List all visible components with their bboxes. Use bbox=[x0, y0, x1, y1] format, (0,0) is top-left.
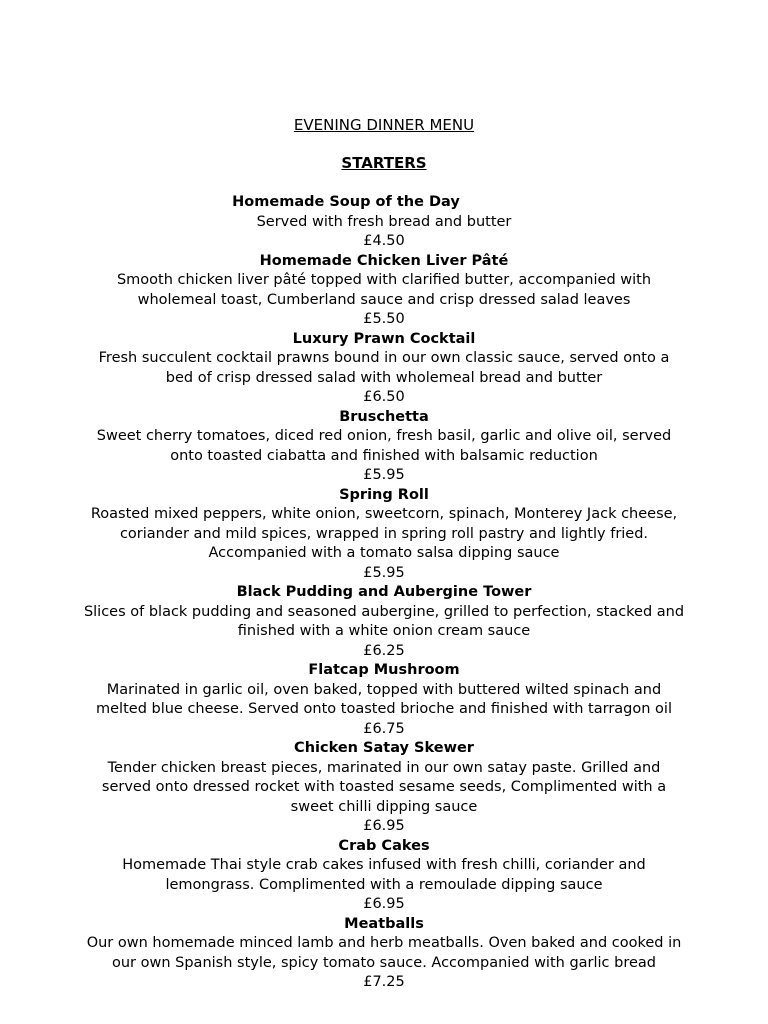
menu-item-description: Roasted mixed peppers, white onion, sweetcorn, spinach, Monterey Jack cheese, coriander and mild spices, wrapped in spring roll pastry and lightly fried. Accompanied with a tomato salsa dipping sauce bbox=[90, 506, 678, 561]
menu-item-price: £5.95 bbox=[363, 467, 405, 483]
menu-item-description: Homemade Thai style crab cakes infused with fresh chilli, coriander and lemongrass. Complimented with a remoulade dipping sauce bbox=[122, 857, 646, 893]
menu-item bbox=[70, 583, 698, 661]
menu-item-price: £5.50 bbox=[363, 311, 405, 327]
menu-item-price: £4.50 bbox=[363, 233, 405, 249]
menu-item-name: Crab Cakes bbox=[338, 837, 430, 854]
menu-item-name: Chicken Satay Skewer bbox=[294, 740, 474, 756]
menu-item-description: Sweet cherry tomatoes, diced red onion, fresh basil, garlic and olive oil, served onto toasted ciabatta and finished with balsamic reduction bbox=[96, 428, 672, 464]
menu-item-description: Slices of black pudding and seasoned aubergine, grilled to perfection, stacked and finished with a white onion cream sauce bbox=[83, 603, 685, 639]
menu-title: EVENING DINNER MENU bbox=[293, 116, 475, 134]
menu-item-name: Spring Roll bbox=[339, 486, 429, 503]
menu-item-price: £6.95 bbox=[363, 896, 405, 912]
menu-item-price: £6.95 bbox=[363, 818, 405, 834]
menu-item-price: £6.50 bbox=[363, 389, 405, 405]
menu-item-description: Our own homemade minced lamb and herb meatballs. Oven baked and cooked in our own Spanish style, spicy tomato sauce. Accompanied with garlic bread bbox=[86, 935, 682, 971]
menu-item bbox=[70, 486, 698, 584]
menu-item-price: £5.95 bbox=[363, 564, 405, 581]
menu-item-description: Served with fresh bread and butter bbox=[256, 213, 512, 230]
menu-item-name: Homemade Chicken Liver Pâté bbox=[259, 252, 509, 269]
menu-item-name: Meatballs bbox=[344, 915, 424, 932]
menu-item-price: £7.25 bbox=[363, 974, 405, 990]
menu-item bbox=[70, 739, 698, 837]
menu-item bbox=[70, 837, 698, 915]
menu-item bbox=[70, 252, 698, 330]
menu-item-name: Homemade Soup of the Day bbox=[232, 194, 460, 210]
menu-item-name: Bruschetta bbox=[339, 408, 429, 425]
menu-item-description: Marinated in garlic oil, oven baked, topped with buttered wilted spinach and melted blue cheese. Served onto toasted brioche and finished with tarragon oil bbox=[96, 681, 672, 717]
menu-item-name: Black Pudding and Aubergine Tower bbox=[236, 584, 532, 600]
menu-item-description: Fresh succulent cocktail prawns bound in our own classic sauce, served onto a bed of crisp dressed salad with wholemeal bread and butter bbox=[98, 350, 670, 386]
menu-item bbox=[70, 330, 698, 408]
menu-item bbox=[70, 661, 698, 739]
menu-item bbox=[70, 915, 698, 993]
menu-item-price: £6.75 bbox=[363, 720, 405, 737]
menu-item bbox=[70, 193, 698, 252]
menu-item-price: £6.25 bbox=[363, 642, 405, 659]
section-title-starters: STARTERS bbox=[341, 154, 427, 172]
menu-item-list bbox=[70, 193, 698, 993]
menu-item-description: Tender chicken breast pieces, marinated in our own satay paste. Grilled and served onto dressed rocket with toasted sesame seeds, Complimented with a sweet chilli dipping sauce bbox=[101, 759, 667, 815]
menu-item bbox=[70, 408, 698, 486]
menu-item-description: Smooth chicken liver pâté topped with clarified butter, accompanied with wholemeal toast, Cumberland sauce and crisp dressed salad leaves bbox=[116, 272, 652, 308]
menu-item-name: Flatcap Mushroom bbox=[308, 662, 460, 678]
menu-item-name: Luxury Prawn Cocktail bbox=[292, 330, 476, 347]
